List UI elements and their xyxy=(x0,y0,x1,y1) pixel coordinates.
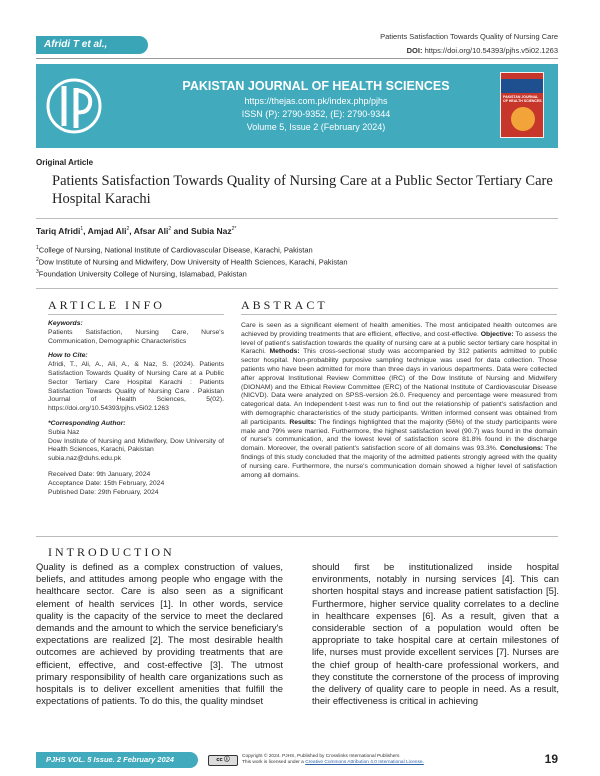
journal-name: PAKISTAN JOURNAL OF HEALTH SCIENCES xyxy=(182,79,450,93)
corr-label: *Corresponding Author: xyxy=(48,419,126,427)
citation: Afridi, T., Ali, A., Ali, A., & Naz, S. (2024). Patients Satisfaction Towards Quality of Nursing Care at a Public Sector Tertiary Care Hospital Karachi : Patients Satisfaction Towards Quality of Nursing Care . Pakistan Journal of Health Sciences, 5(02). https://doi.org/10.54393/pjhs.v5i02.1263 xyxy=(48,361,224,413)
author-sup: 1 xyxy=(80,226,84,233)
journal-issn: ISSN (P): 2790-9352, (E): 2790-9344 xyxy=(241,109,391,119)
abstract-heading: ABSTRACT xyxy=(241,298,328,312)
footer-issue-tag: PJHS VOL. 5 Issue. 2 February 2024 xyxy=(36,752,198,768)
cover-text: PAKISTAN JOURNAL OF HEALTH SCIENCES xyxy=(503,95,542,103)
author-sup: 2* xyxy=(231,226,237,233)
paper-title: Patients Satisfaction Towards Quality of Nursing Care at a Public Sector Tertiary Care Hospital Karachi xyxy=(52,173,553,207)
abstract-intro: Care is seen as a significant element of health amenities. The most anticipated health outcomes are achieved by providing treatments that are efficient, effective, and cost-effective. xyxy=(241,322,557,338)
conclusions-label: Conclusions: xyxy=(500,445,544,453)
aff-sup: 3 xyxy=(36,269,39,275)
affiliation xyxy=(36,245,313,255)
running-title: Patients Satisfaction Towards Quality of Nursing Care xyxy=(380,32,558,41)
affiliation-rule xyxy=(36,288,558,289)
author-tag: Afridi T et al., xyxy=(36,36,148,54)
objective-label: Objective: xyxy=(480,330,514,338)
accepted-date: Acceptance Date: 15th February, 2024 xyxy=(48,479,165,487)
author-name: Tariq Afridi xyxy=(36,226,81,236)
received-date: Received Date: 9th January, 2024 xyxy=(48,470,151,478)
author-sep: , xyxy=(83,226,88,236)
copyright-notice xyxy=(242,754,424,766)
intro-left-column: Quality is defined as a complex construction of values, beliefs, and attitudes among people who engage with the healthcare sector. Care is also seen as a significant element of health services [1]. In other words, service quality is the capacity of the service to meet the declared demands and the amount to which the service beneficiary's expectations are realized [2]. The most desirable health outcomes are achieved by providing treatments that are efficient, effective, and cost-effective [3]. The utmost primary responsibility of health care organizations such as hospitals is to deliver excellent amenities that fulfill the expectations of patients. To do this, the quality mindset xyxy=(36,561,283,707)
doi-line xyxy=(407,46,558,55)
cover-band xyxy=(501,79,543,93)
abstract-methods: This cross-sectional study was accompanied by 312 patients admitted to public sector hospital. Non-probability purposive sampling technique was used for data collection. Those patients who have been admitted for more than three days in various departments. Data were collected after approval Institutional Review Committee (IRC) of the Dow Institute of Nursing and Midwifery (DIONAM) and the Ethical Review Committee (ERC) of the National Institute of Cardiovascular Disease (NICVD). Data were analyzed on SPSS-version 26.0. Frequency and percentage were measured from categorical data. An Independent t-test was run to find out the relationship of patient's satisfaction and with demographic characteristics of the study participants. Written informed consent was obtained from all participants. xyxy=(241,348,558,426)
corr-name: Subia Naz xyxy=(48,428,80,436)
author-sup: 2 xyxy=(126,226,130,233)
author-sep: and xyxy=(171,226,191,236)
aff-sup: 2 xyxy=(36,257,39,263)
doi-link[interactable]: https://doi.org/10.54393/pjhs.v5i02.1263 xyxy=(424,46,558,55)
aff-text: Dow Institute of Nursing and Midwifery, Dow University of Health Sciences, Karachi, Pakistan xyxy=(38,257,348,267)
aff-sup: 1 xyxy=(36,245,39,251)
journal-volume: Volume 5, Issue 2 (February 2024) xyxy=(246,122,386,132)
article-info-heading: ARTICLE INFO xyxy=(48,298,165,312)
intro-right-column: should first be institutionalized inside hospital environments, notably in nursing services [4]. This can shorten hospital stays and increase patient satisfaction [5]. Furthermore, higher service quality correlates to a decline in healthcare expenses [6]. As a result, given that a considerable section of a population would often be appropriate to take hospital care at certain milestones of life, nurses must provide excellent services [7]. Nurses are the chief group of health-care professional workers, and they constitute the cornerstone of the process of improving the delivery of quality care to people in need. As a result, their effectiveness is critical in achieving xyxy=(312,561,559,707)
affiliation xyxy=(36,269,247,279)
aff-text: College of Nursing, National Institute of Cardiovascular Disease, Karachi, Pakistan xyxy=(38,245,313,255)
journal-logo-icon xyxy=(46,74,102,138)
copyright-line: Copyright © 2024. PJHS, Published by Crosslinks International Publishers xyxy=(242,754,400,759)
page-number: 19 xyxy=(544,752,558,766)
abstract-results: The findings highlighted that the majority (56%) of the study participants were male and 79% were married. Furthermore, the highest satisfaction level (90.7) was found in the domain of nurse's communication, and the lowest level of satisfaction score 81.8% found in the discharge domain. Moreover, the overall patient's satisfaction score of all domains was 93.3%. xyxy=(241,418,558,453)
cite-label: How to Cite: xyxy=(48,352,88,360)
keywords: Patients Satisfaction, Nursing Care, Nurse's Communication, Demographic Characteristics xyxy=(48,328,224,345)
title-rule xyxy=(36,218,558,219)
journal-url[interactable]: https://thejas.com.pk/index.php/pjhs xyxy=(244,96,388,106)
abstract-body xyxy=(241,322,557,480)
header-rule xyxy=(36,58,558,59)
methods-label: Methods: xyxy=(269,348,300,356)
author-sep: , xyxy=(129,226,134,236)
article-info xyxy=(48,320,224,497)
author-name: Subia Naz xyxy=(190,226,232,236)
license-link[interactable]: Creative Commons Attribution 4.0 International License. xyxy=(305,760,424,765)
author-name: Amjad Ali xyxy=(87,226,127,236)
published-date: Published Date: 29th February, 2024 xyxy=(48,488,159,496)
journal-banner xyxy=(36,64,558,148)
abstract-rule xyxy=(241,314,557,315)
corr-email[interactable]: subia.naz@duhs.edu.pk xyxy=(48,455,122,463)
license-line xyxy=(242,760,424,766)
results-label: Results: xyxy=(289,418,317,426)
license-prefix: This work is licensed under a xyxy=(242,760,306,765)
corr-institution: Dow Institute of Nursing and Midwifery, Dow University of Health Sciences, Karachi, Pakistan xyxy=(48,437,224,454)
author-list xyxy=(36,226,236,236)
introduction-heading: INTRODUCTION xyxy=(48,545,175,559)
doi-label: DOI: xyxy=(406,46,423,55)
affiliation xyxy=(36,257,348,267)
author-sup: 2 xyxy=(168,226,172,233)
author-name: Afsar Ali xyxy=(133,226,169,236)
article-type: Original Article xyxy=(36,158,94,167)
info-rule xyxy=(48,314,224,315)
abstract-objective: To assess the level of patient's satisfaction towards the quality of nursing care at a public sector tertiary care hospital in Karachi. xyxy=(241,330,558,356)
cc-license-icon: cc ⓘ xyxy=(208,755,238,766)
journal-cover-image xyxy=(500,72,544,138)
abstract-conclusions: The findings of this study concluded that the majority of the admitted patients strongly agreed with the quality of nursing care. Furthermore, the nurse's communication domain showed a higher level of satisfaction among all domains. xyxy=(241,445,558,479)
aff-text: Foundation University College of Nursing, Islamabad, Pakistan xyxy=(38,269,247,279)
cover-graphic xyxy=(511,107,535,131)
keywords-label: Keywords: xyxy=(48,320,83,327)
abstract-bottom-rule xyxy=(36,536,558,537)
